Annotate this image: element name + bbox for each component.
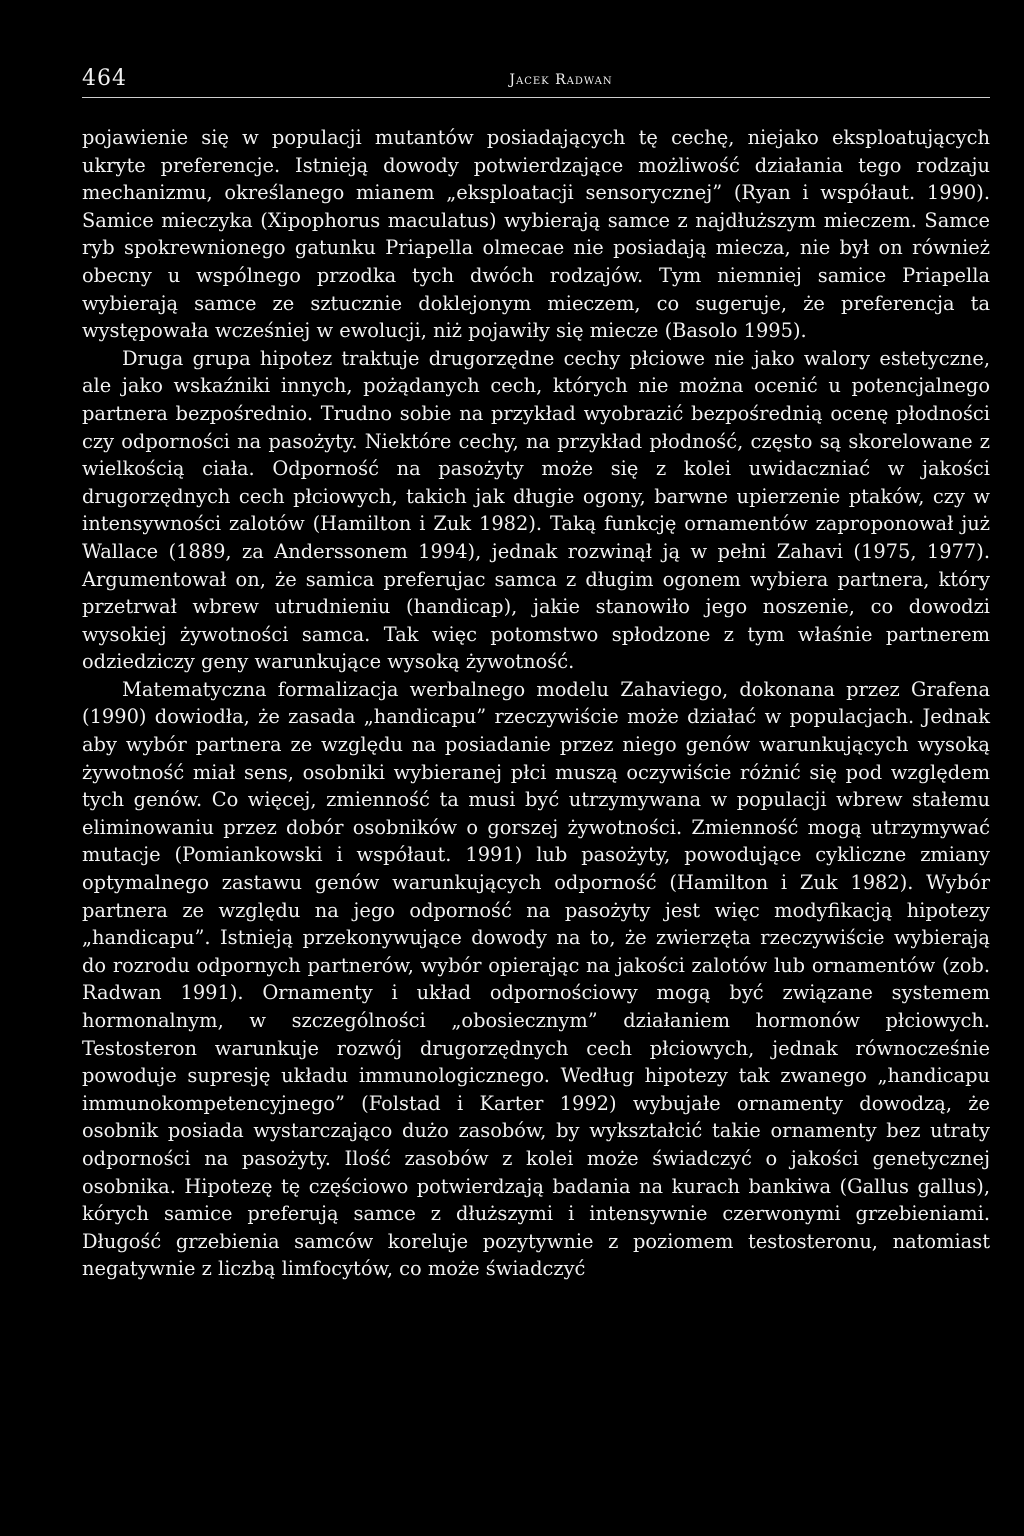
running-head-author: Jacek Radwan bbox=[509, 72, 613, 88]
page-number: 464 bbox=[82, 66, 127, 91]
header-rule bbox=[82, 97, 990, 98]
paragraph-2: Druga grupa hipotez traktuje drugorzędne cechy płciowe nie jako walory estetyczne, ale jako wskaźniki innych, pożądanych cech, których nie można ocenić u potencjalnego partnera bezpośrednio. Trudno sobie na przykład wyobrazić bezpośrednią ocenę płodności czy odporności na pasożyty. Niektóre cechy, na przykład płodność, często są skorelowane z wielkością ciała. Odporność na pasożyty może się z kolei uwidaczniać w jakości drugorzędnych cech płciowych, takich jak długie ogony, barwne upierzenie ptaków, czy w intensywności zalotów (Hamilton i Zuk 1982). Taką funkcję ornamentów zaproponował już Wallace (1889, za Anderssonem 1994), jednak rozwinął ją w pełni Zahavi (1975, 1977). Argumentował on, że samica preferujac samca z długim ogonem wybiera partnera, który przetrwał wbrew utrudnieniu (handicap), jakie stanowiło jego noszenie, co dowodzi wysokiej żywotności samca. Tak więc potomstwo spłodzone z tym właśnie partnerem odziedziczy geny warunkujące wysoką żywotność. bbox=[82, 346, 990, 674]
paragraph-1: pojawienie się w populacji mutantów posiadających tę cechę, niejako eksploatujących ukryte preferencje. Istnieją dowody potwierdzające możliwość działania tego rodzaju mechanizmu, określanego mianem „eksploatacji sensorycznej” (Ryan i współaut. 1990). Samice mieczyka (Xipophorus maculatus) wybierają samce z najdłuższym mieczem. Samce ryb spokrewnionego gatunku Priapella olmecae nie posiadają miecza, nie był on również obecny u wspólnego przodka tych dwóch rodzajów. Tym niemniej samice Priapella wybierają samce ze sztucznie doklejonym mieczem, co sugeruje, że preferencja ta występowała wcześniej w ewolucji, niż pojawiły się miecze (Basolo 1995). bbox=[82, 126, 990, 343]
page-header bbox=[82, 66, 990, 100]
paragraph-3: Matematyczna formalizacja werbalnego modelu Zahaviego, dokonana przez Grafena (1990) dowiodła, że zasada „handicapu” rzeczywiście może działać w populacjach. Jednak aby wybór partnera ze względu na posiadanie przez niego genów warunkujących wysoką żywotność miał sens, osobniki wybieranej płci muszą oczywiście różnić się pod względem tych genów. Co więcej, zmienność ta musi być utrzymywana w populacji wbrew stałemu eliminowaniu przez dobór osobników o gorszej żywotności. Zmienność mogą utrzymywać mutacje (Pomiankowski i współaut. 1991) lub pasożyty, powodujące cykliczne zmiany optymalnego zastawu genów warunkujących odporność (Hamilton i Zuk 1982). Wybór partnera ze względu na jego odporność na pasożyty jest więc modyfikacją hipotezy „handicapu”. Istnieją przekonywujące dowody na to, że zwierzęta rzeczywiście wybierają do rozrodu odpornych partnerów, wybór opierając na jakości zalotów lub ornamentów (zob. Radwan 1991). Ornamenty i układ odpornościowy mogą być związane systemem hormonalnym, w szczególności „obosiecznym” działaniem hormonów płciowych. Testosteron warunkuje rozwój drugorzędnych cech płciowych, jednak równocześnie powoduje supresję układu immunologicznego. Według hipotezy tak zwanego „handicapu immunokompetencyjnego” (Folstad i Karter 1992) wybujałe ornamenty dowodzą, że osobnik posiada wystarczająco dużo zasobów, by wykształcić takie ornamenty bez utraty odporności na pasożyty. Ilość zasobów z kolei może świadczyć o jakości genetycznej osobnika. Hipotezę tę częściowo potwierdzają badania na kurach bankiwa (Gallus gallus), kórych samice preferują samce z dłuższymi i intensywnie czerwonymi grzebieniami. Długość grzebienia samców koreluje pozytywnie z poziomem testosteronu, natomiast negatywnie z liczbą limfocytów, co może świadczyć bbox=[82, 677, 990, 1281]
body-text bbox=[82, 124, 990, 1283]
